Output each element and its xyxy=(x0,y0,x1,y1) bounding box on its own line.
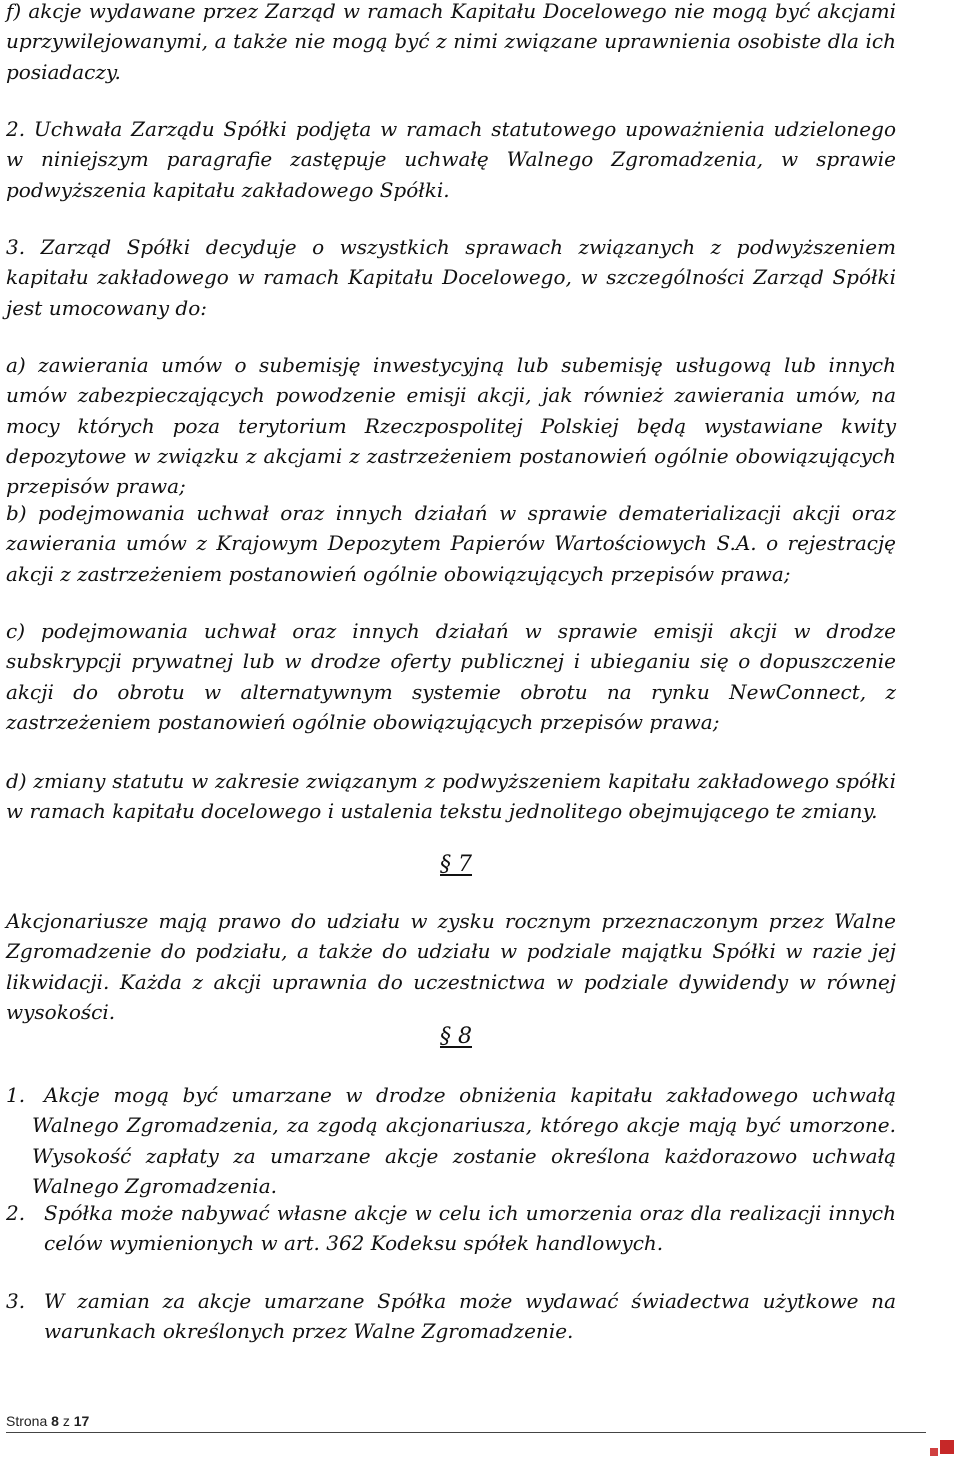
section-8-item-2 xyxy=(6,1198,896,1259)
footer-divider xyxy=(6,1432,926,1433)
section-8-item-3 xyxy=(6,1286,896,1347)
paragraph-d: d) zmiany statutu w zakresie związanym z podwyższeniem kapitału zakładowego spółki w ramach kapitału docelowego i ustalenia tekstu jednolitego obejmującego te zmiany. xyxy=(6,769,896,824)
paragraph-f: f) akcje wydawane przez Zarząd w ramach Kapitału Docelowego nie mogą być akcjami uprzywilejowanymi, a także nie mogą być z nimi związane uprawnienia osobiste dla ich posiadaczy. xyxy=(6,0,896,84)
section-7-heading xyxy=(440,852,500,877)
list-item-text: W zamian za akcje umarzane Spółka może wydawać świadectwa użytkowe na warunkach określonych przez Walne Zgromadzenie. xyxy=(44,1289,896,1344)
paragraph-3: 3. Zarząd Spółki decyduje o wszystkich sprawach związanych z podwyższeniem kapitału zakładowego w ramach Kapitału Docelowego, w szczególności Zarząd Spółki jest umocowany do: xyxy=(6,235,896,320)
paragraph-b: b) podejmowania uchwał oraz innych działań w sprawie dematerializacji akcji oraz zawierania umów z Krajowym Depozytem Papierów Wartościowych S.A. o rejestrację akcji z zastrzeżeniem postanowień ogólnie obowiązujących przepisów prawa; xyxy=(6,501,896,586)
list-item-number: 3. xyxy=(6,1289,26,1313)
footer-page-number: 8 xyxy=(51,1413,59,1429)
paragraph-2: 2. Uchwała Zarządu Spółki podjęta w ramach statutowego upoważnienia udzielonego w niniejszym paragrafie zastępuje uchwałę Walnego Zgromadzenia, w sprawie podwyższenia kapitału zakładowego Spółki. xyxy=(6,117,896,202)
paragraph-c: c) podejmowania uchwał oraz innych działań w sprawie emisji akcji w drodze subskrypcji prywatnej lub w drodze oferty publicznej i ubieganiu się o dopuszczenie akcji do obrotu w alternatywnym systemie obrotu na rynku NewConnect, z zastrzeżeniem postanowień ogólnie obowiązujących przepisów prawa; xyxy=(6,619,896,734)
footer-page-total: 17 xyxy=(73,1413,90,1429)
section-8-heading xyxy=(440,1024,500,1049)
footer-label: Strona xyxy=(6,1413,48,1429)
section-7-body: Akcjonariusze mają prawo do udziału w zysku rocznym przeznaczonym przez Walne Zgromadzenie do podziału, a także do udziału w podziale majątku Spółki w razie jej likwidacji. Każda z akcji uprawnia do uczestnictwa w podziale dywidendy w równej wysokości. xyxy=(6,909,896,1024)
footer-separator: z xyxy=(62,1413,70,1429)
list-item-text: Spółka może nabywać własne akcje w celu ich umorzenia oraz dla realizacji innych celów wymienionych w art. 362 Kodeksu spółek handlowych. xyxy=(44,1201,896,1256)
paragraph-a: a) zawierania umów o subemisję inwestycyjną lub subemisję usługową lub innych umów zabezpieczających powodzenie emisji akcji, jak również zawierania umów, na mocy których poza terytorium Rzeczpospolitej Polskiej będą wystawiane kwity depozytowe w związku z akcjami z zastrzeżeniem postanowień ogólnie obowiązujących przepisów prawa; xyxy=(6,353,896,499)
section-8-heading-text: § 8 xyxy=(440,1024,472,1049)
section-8-item-1 xyxy=(6,1080,896,1201)
page-footer xyxy=(6,1413,89,1429)
corner-marker-icon xyxy=(940,1440,954,1454)
list-item-number: 1. xyxy=(6,1083,26,1107)
list-item-text: Akcje mogą być umarzane w drodze obniżenia kapitału zakładowego uchwałą Walnego Zgromadzenia, za zgodą akcjonariusza, którego akcje mają być umorzone. Wysokość zapłaty za umarzane akcje zostanie określona każdorazowo uchwałą Walnego Zgromadzenia. xyxy=(32,1083,896,1198)
section-7-heading-text: § 7 xyxy=(440,852,472,877)
list-item-number: 2. xyxy=(6,1201,26,1225)
